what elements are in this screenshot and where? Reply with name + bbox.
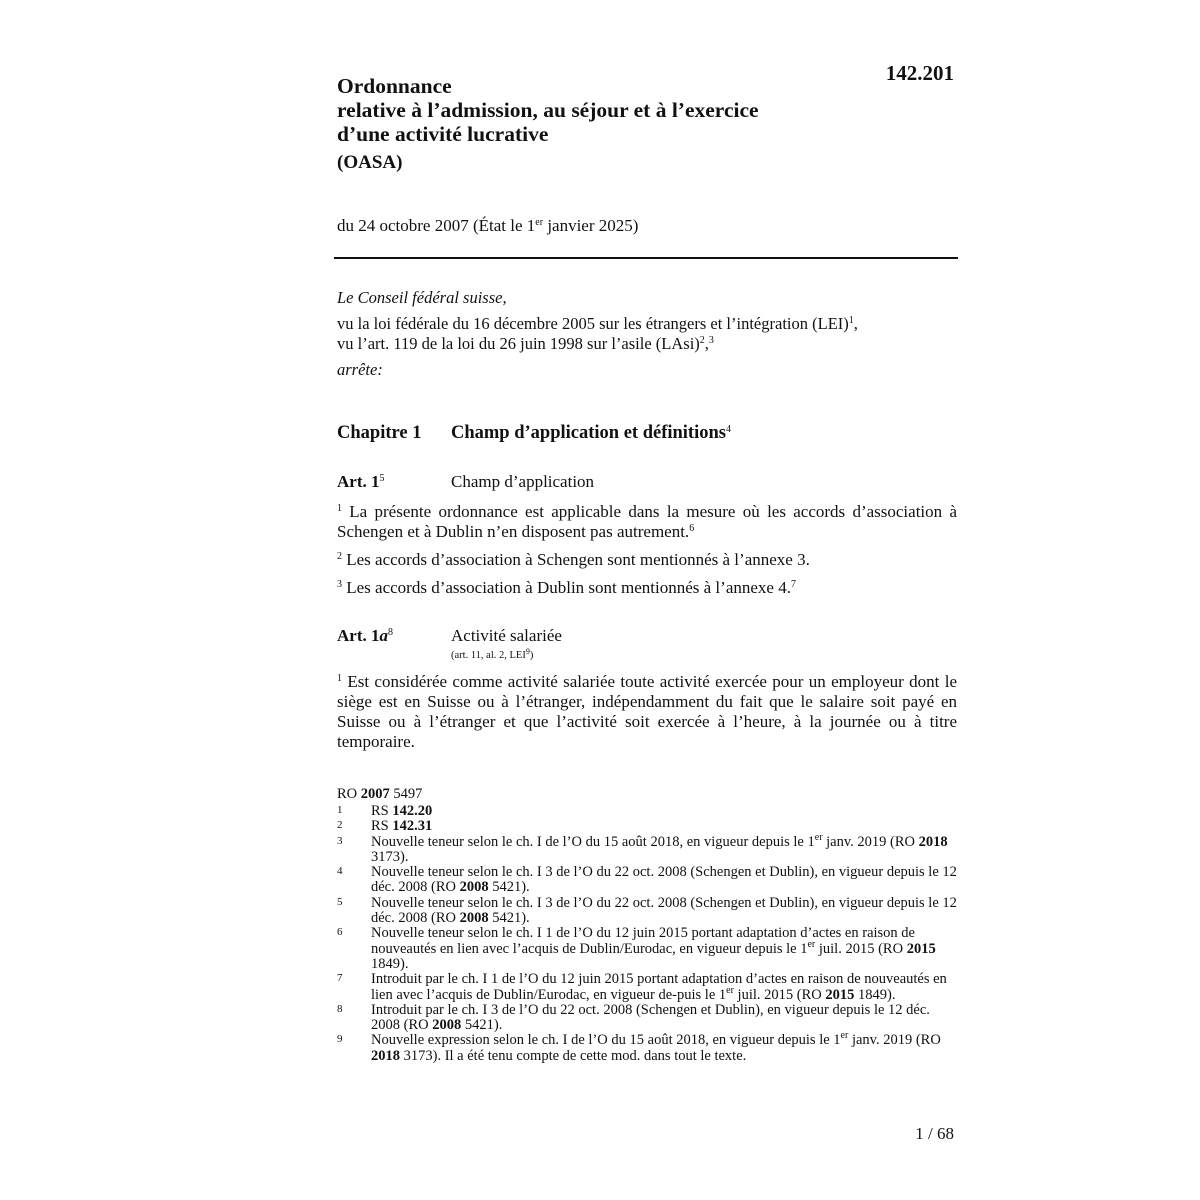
ro-year: 2007 bbox=[360, 786, 390, 802]
footnote-text-part: 1849). bbox=[854, 986, 896, 1003]
footnote-ro-year: 142.31 bbox=[392, 818, 433, 835]
footnote-ordinal: er bbox=[807, 938, 816, 950]
article-1-heading bbox=[337, 472, 594, 492]
preamble-line-1-end: , bbox=[853, 314, 858, 333]
footnote-text-part: Nouvelle expression selon le ch. I de l’O du 15 août 2018, en vigueur depuis le 1 bbox=[371, 1032, 841, 1049]
footnote-text-part: 5421). bbox=[488, 879, 530, 896]
footnote-8 bbox=[337, 1003, 957, 1034]
footnote-ro-year: 142.20 bbox=[392, 803, 433, 819]
footnote-text-part: Introduit par le ch. I 1 de l’O du 12 juin 2015 portant adaptation d’actes en raison de nouveautés en lien avec l’acquis de Dublin/Eurodac, en vigueur de-puis le 1 bbox=[371, 971, 947, 1003]
footnote-text-part: RS bbox=[371, 803, 393, 819]
para-text: Les accords d’association à Dublin sont mentionnés à l’annexe 4. bbox=[342, 578, 791, 597]
footnote-2 bbox=[337, 819, 957, 834]
footnote-text-part: 5421). bbox=[488, 910, 530, 927]
footnote-ref-3[interactable]: 3 bbox=[708, 335, 714, 346]
footnote-number: 1 bbox=[337, 804, 343, 816]
footnote-number: 9 bbox=[337, 1033, 343, 1046]
title-abbreviation: (OASA) bbox=[337, 152, 403, 173]
title-line-1: Ordonnance bbox=[337, 74, 452, 98]
preamble-line-1-text: vu la loi fédérale du 16 décembre 2005 sur les étrangers et l’intégration (LEI) bbox=[337, 314, 849, 333]
para-text: La présente ordonnance est applicable dans la mesure où les accords d’association à Schengen et à Dublin n’en disposent pas autrement. bbox=[337, 502, 957, 541]
ro-prefix: RO bbox=[337, 786, 361, 802]
footnote-5 bbox=[337, 896, 957, 927]
document-title bbox=[337, 74, 857, 174]
preamble bbox=[337, 288, 957, 380]
article-1-para-2 bbox=[337, 550, 957, 570]
title-line-3: d’une activité lucrative bbox=[337, 122, 549, 146]
footnote-text-part: 3173). Il a été tenu compte de cette mod. dans tout le texte. bbox=[400, 1047, 747, 1064]
article-1-number-text: Art. 1 bbox=[337, 472, 380, 491]
preamble-decree: arrête: bbox=[337, 360, 383, 379]
para-number: 2 bbox=[337, 551, 342, 562]
footnote-text-part: janv. 2019 (RO bbox=[848, 1032, 941, 1049]
article-1a-para-1 bbox=[337, 672, 957, 752]
preamble-line-2 bbox=[337, 334, 957, 354]
article-1a-subtitle-end: ) bbox=[529, 650, 534, 661]
footnote-ro-year: 2008 bbox=[459, 910, 489, 927]
footnote-ordinal: er bbox=[840, 1030, 849, 1042]
article-1a-subtitle bbox=[451, 647, 534, 661]
article-1a-subtitle-text: (art. 11, al. 2, LEI bbox=[451, 650, 526, 661]
footnote-4 bbox=[337, 865, 957, 896]
footnotes-list bbox=[337, 804, 957, 1064]
footnote-text bbox=[371, 831, 957, 866]
footnote-text-part: Nouvelle teneur selon le ch. I 1 de l’O du 12 juin 2015 portant adaptation d’actes en raison de nouveautés en lien avec l’acquis de Dublin/Eurodac, en vigueur depuis le 1 bbox=[371, 925, 915, 957]
footnote-ro-year: 2015 bbox=[825, 986, 855, 1003]
footnote-text-part: 5421). bbox=[461, 1017, 503, 1034]
article-1-number bbox=[337, 472, 451, 492]
article-1a-number bbox=[337, 626, 451, 646]
para-text: Les accords d’association à Schengen sont mentionnés à l’annexe 3. bbox=[342, 550, 810, 569]
footnote-text bbox=[371, 819, 957, 834]
chapter-number: Chapitre 1 bbox=[337, 423, 422, 443]
footnote-number: 6 bbox=[337, 926, 343, 939]
footnote-number: 3 bbox=[337, 834, 343, 847]
footnote-text bbox=[371, 1003, 957, 1034]
footnote-text-part: RS bbox=[371, 818, 393, 835]
footnote-6 bbox=[337, 926, 957, 972]
footnote-text bbox=[371, 865, 957, 896]
ro-suffix: 5497 bbox=[389, 786, 423, 802]
footnote-ref-4[interactable]: 4 bbox=[725, 424, 731, 435]
preamble-authority: Le Conseil fédéral suisse, bbox=[337, 288, 507, 307]
title-line-2: relative à l’admission, au séjour et à l’exercice bbox=[337, 98, 759, 122]
footnote-number: 2 bbox=[337, 819, 343, 832]
article-1-para-1 bbox=[337, 502, 957, 542]
footnote-ref-1[interactable]: 1 bbox=[848, 315, 854, 326]
chapter-heading bbox=[337, 423, 731, 444]
article-1a-title: Activité salariée bbox=[451, 626, 562, 645]
footnote-text-part: Nouvelle teneur selon le ch. I 3 de l’O du 22 oct. 2008 (Schengen et Dublin), en vigueur depuis le 12 déc. 2008 (RO bbox=[371, 894, 957, 927]
footnote-text-part: 1849). bbox=[371, 955, 409, 972]
footnote-text bbox=[371, 1030, 957, 1064]
footnote-text bbox=[371, 896, 957, 927]
article-1a-number-text: Art. 1 bbox=[337, 626, 380, 645]
footnote-1 bbox=[337, 804, 957, 819]
footnote-number: 7 bbox=[337, 972, 343, 985]
para-text: Est considérée comme activité salariée toute activité exercée pour un employeur dont le siège est en Suisse ou à l’étranger, indépendamment du fait que le salaire soit payé en Suisse ou à l’étranger et que l’activité soit exercée à l’heure, à la journée ou à titre temporaire. bbox=[337, 672, 957, 751]
footnote-ro-year: 2018 bbox=[371, 1047, 400, 1064]
footnote-ref-5[interactable]: 5 bbox=[379, 473, 385, 484]
footnote-text-part: Nouvelle teneur selon le ch. I 3 de l’O du 22 oct. 2008 (Schengen et Dublin), en vigueur depuis le 12 déc. 2008 (RO bbox=[371, 864, 957, 896]
para-number: 3 bbox=[337, 579, 342, 590]
preamble-line-2-mid: , bbox=[704, 334, 709, 353]
document-page bbox=[337, 0, 957, 1200]
footnote-number: 5 bbox=[337, 895, 343, 908]
article-1a-heading bbox=[337, 626, 562, 646]
footnote-ro-year: 2018 bbox=[918, 833, 948, 850]
enactment-date bbox=[337, 216, 638, 236]
chapter-title: Champ d’application et définitions bbox=[451, 423, 726, 443]
footnote-text bbox=[371, 804, 957, 819]
footnote-3 bbox=[337, 831, 957, 866]
footnote-text-part: Nouvelle teneur selon le ch. I de l’O du 15 août 2018, en vigueur depuis le 1 bbox=[371, 833, 815, 850]
footnote-text-part: juil. 2015 (RO bbox=[815, 940, 907, 957]
footnote-ref-8[interactable]: 8 bbox=[387, 627, 393, 638]
footnote-number: 4 bbox=[337, 865, 343, 878]
article-1a-letter: a bbox=[379, 626, 388, 645]
page-number: 1 / 68 bbox=[915, 1124, 954, 1143]
ro-reference bbox=[337, 786, 422, 803]
header-rule bbox=[334, 257, 958, 259]
footnote-ref-9[interactable]: 9 bbox=[525, 647, 530, 656]
footnote-ro-year: 2008 bbox=[432, 1017, 462, 1034]
footnote-text-part: juil. 2015 (RO bbox=[733, 986, 826, 1003]
preamble-line-2-text: vu l’art. 119 de la loi du 26 juin 1998 sur l’asile (LAsi) bbox=[337, 334, 700, 353]
preamble-line-1 bbox=[337, 314, 957, 334]
date-suffix: janvier 2025) bbox=[543, 216, 639, 235]
footnote-7 bbox=[337, 972, 957, 1003]
footnote-9 bbox=[337, 1030, 957, 1064]
footnote-ref-7[interactable]: 7 bbox=[790, 579, 796, 590]
date-sup: er bbox=[535, 217, 544, 228]
sr-number: 142.201 bbox=[885, 61, 954, 85]
footnote-ro-year: 2015 bbox=[906, 940, 936, 957]
footnote-number: 8 bbox=[337, 1002, 343, 1015]
footnote-text-part: Introduit par le ch. I 3 de l’O du 22 oct. 2008 (Schengen et Dublin), en vigueur depuis le 12 déc. 2008 (RO bbox=[371, 1001, 930, 1034]
article-1-para-3 bbox=[337, 578, 957, 598]
footnote-ordinal: er bbox=[726, 984, 734, 996]
footnote-ref-2[interactable]: 2 bbox=[699, 335, 705, 346]
date-prefix: du 24 octobre 2007 (État le 1 bbox=[337, 216, 536, 235]
footnote-text-part: 3173). bbox=[371, 848, 409, 865]
footnote-text bbox=[371, 926, 957, 972]
footnote-ref-6[interactable]: 6 bbox=[689, 523, 695, 534]
footnote-text bbox=[371, 972, 957, 1003]
para-number: 1 bbox=[337, 673, 342, 684]
footnote-ordinal: er bbox=[814, 831, 823, 843]
footnote-text-part: janv. 2019 (RO bbox=[822, 833, 919, 850]
footnote-ro-year: 2008 bbox=[459, 879, 489, 896]
article-1-title: Champ d’application bbox=[451, 472, 595, 491]
para-number: 1 bbox=[337, 503, 342, 514]
